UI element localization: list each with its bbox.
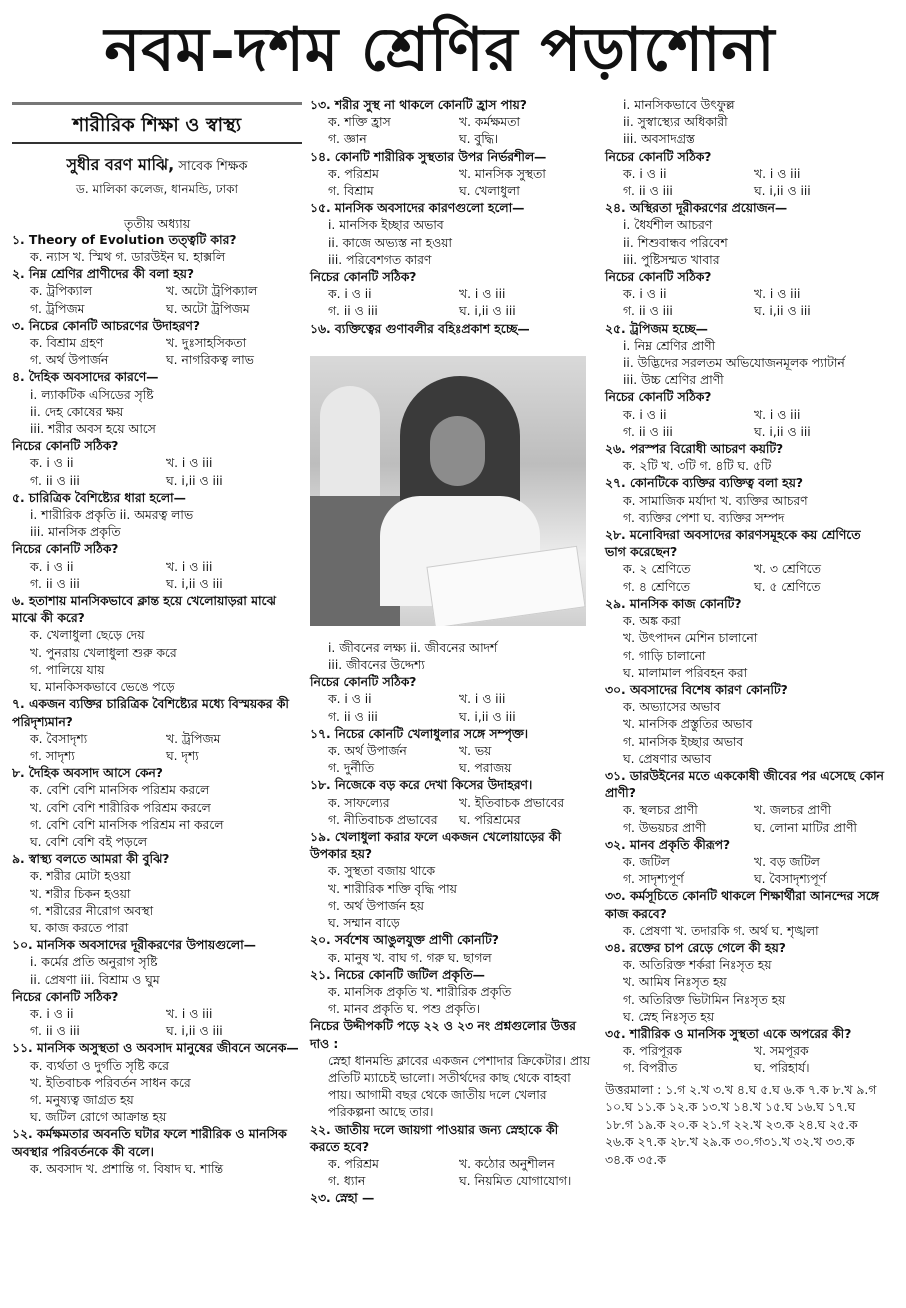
option-row (605, 579, 885, 596)
option-row (310, 166, 590, 183)
question-text: ২৭. কোনটিকে ব্যক্তির ব্যক্তিত্ব বলা হয়? (605, 476, 803, 491)
option-line: ii. উদ্ভিদের সরলতম অভিযোজনমূলক প্যাটার্ন (623, 356, 845, 371)
question-text: ৩০. অবসাদের বিশেষ কারণ কোনটি? (605, 682, 788, 697)
option-row (605, 1060, 885, 1077)
column-middle (310, 97, 590, 1208)
answer-key: উত্তরমালা : ১.গ ২.খ ৩.খ ৪.ঘ ৫.ঘ ৬.ক ৭.ক ৮.খ ৯.গ ১০.ঘ ১১.ক ১২.ক ১৩.খ ১৪.খ ১৫.ঘ ১৬.ঘ ১৭.ঘ ১৮.গ ১৯.ক ২০.ক ২১.গ ২২.খ ২৩.ক ২৪.ঘ ২৫.ক ২৬.ক ২৭.ক ২৮.খ ২৯.ক ৩০.গ৩১.খ ৩২.খ ৩৩.ক ৩৪.ক ৩৫.ক (605, 1082, 877, 1167)
question-text: ১৭. নিচের কোনটি খেলাধুলার সঙ্গে সম্পৃক্ত। (310, 726, 529, 741)
option-row (12, 559, 302, 576)
option-row (12, 1023, 302, 1040)
option-cell: গ. ii ও iii (328, 709, 378, 724)
option-line: iii. শরীর অবস হয়ে আসে (30, 422, 156, 437)
option-line: i. জীবনের লক্ষ্য ii. জীবনের আদর্শ (328, 640, 498, 655)
option-cell: ক. i ও ii (30, 1006, 74, 1021)
option-line: ক. খেলাধুলা ছেড়ে দেয় (30, 628, 145, 643)
option-line: খ. বেশি বেশি শারীরিক পরিশ্রম করলে (30, 800, 211, 815)
page-title: নবম-দশম শ্রেণির পড়াশোনা (104, 15, 776, 85)
option-line: ঘ. মানকিসকভাবে ভেঙে পড়ে (30, 680, 175, 695)
option-line: খ. উৎপাদন মেশিন চালানো (623, 631, 758, 646)
photo-student-face (430, 416, 485, 486)
option-line: ক. ন্যাস খ. স্মিথ গ. ডারউইন ঘ. হাক্সলি (30, 250, 225, 265)
option-cell: ঘ. দৃশ্য (166, 748, 199, 763)
option-cell: খ. সমপূরক (754, 1044, 809, 1059)
option-line: স্নেহা ধানমন্ডি ক্লাবের একজন পেশাদার ক্রিকেটার। প্রায় প্রতিটি ম্যাচেই ভালো। সতীর্থদের কাছ থেকে বাহবা পায়। আগামী বছর থেকে জাতীয় দলে খেলার পরিকল্পনা আছে তার। (328, 1053, 590, 1120)
author-role: সাবেক শিক্ষক (178, 159, 248, 175)
question-text: ৩২. মানব প্রকৃতি কীরূপ? (605, 837, 731, 852)
option-line: i. মানসিকভাবে উৎফুল্ল (623, 98, 735, 112)
option-cell: গ. ii ও iii (623, 304, 673, 319)
option-cell: ক. স্থলচর প্রাণী (623, 803, 698, 818)
option-cell: ক. পরিশ্রম (328, 166, 379, 181)
question-text: ৭. একজন ব্যক্তির চারিত্রিক বৈশিষ্ট্যের মধ্যে বিস্ময়কর কী পরিদৃশ্যমান? (12, 697, 289, 729)
option-row (605, 303, 885, 320)
option-line: i. ল্যাকটিক এসিডের সৃষ্টি (30, 387, 154, 402)
option-cell: খ. ভয় (459, 744, 492, 759)
option-row (605, 820, 885, 837)
option-cell: গ. ধ্যান (328, 1174, 366, 1189)
option-cell: ঘ. i,ii ও iii (754, 424, 811, 439)
option-row (605, 871, 885, 888)
option-row (605, 561, 885, 578)
sub-question-text: নিচের কোনটি সঠিক? (605, 149, 712, 164)
question-text: ১৪. কোনটি শারীরিক সুস্থতার উপর নির্ভরশীল— (310, 149, 547, 164)
question-list-right (605, 97, 885, 1078)
option-cell: ঘ. বুদ্ধি। (459, 132, 499, 147)
column-right (605, 97, 885, 1169)
option-line: গ. ব্যক্তির পেশা ঘ. ব্যক্তির সম্পদ (623, 510, 785, 525)
option-cell: গ. ii ও iii (30, 1024, 80, 1039)
sub-question-text: নিচের কোনটি সঠিক? (310, 270, 417, 285)
option-line: ঘ. মালামাল পরিবহন করা (623, 665, 748, 680)
option-line: গ. মনুষ্যত্ব জাগ্রত হয় (30, 1092, 134, 1107)
option-cell: ঘ. পরিশ্রমের (459, 812, 521, 827)
sub-question-text: নিচের কোনটি সঠিক? (605, 390, 712, 405)
option-line: ক. বেশি বেশি মানসিক পরিশ্রম করলে (30, 783, 210, 798)
option-line: ক. ২টি খ. ৩টি গ. ৪টি ঘ. ৫টি (623, 459, 772, 474)
option-cell: গ. ii ও iii (328, 304, 378, 319)
option-cell: গ. বিপরীত (623, 1061, 678, 1076)
option-cell: খ. মানসিক সুস্থতা (459, 166, 546, 181)
option-cell: ক. i ও ii (328, 287, 372, 302)
option-cell: ঘ. i,ii ও iii (459, 709, 516, 724)
option-row (12, 731, 302, 748)
option-line: খ. মানসিক প্রস্তুতির অভাব (623, 717, 753, 732)
question-text: ৩৫. শারীরিক ও মানসিক সুস্থতা একে অপরের কী? (605, 1026, 852, 1041)
question-text: ৩৩. কর্মসূচিতে কোনটি থাকলে শিক্ষার্থীরা আনন্দের সঙ্গে কাজ করবে? (605, 889, 879, 921)
option-cell: ঘ. বৈসাদৃশ্যপূর্ণ (754, 872, 827, 887)
author-institution: ড. মালিকা কলেজ, ধানমন্ডি, ঢাকা (75, 182, 238, 197)
student-exam-photo (310, 356, 586, 626)
option-cell: খ. বড় জটিল (754, 854, 820, 869)
option-line: খ. ইতিবাচক পরিবর্তন সাধন করে (30, 1075, 191, 1090)
option-line: গ. মানসিক ইচ্ছার অভাব (623, 734, 744, 749)
option-row (310, 760, 590, 777)
sub-question-text: নিচের কোনটি সঠিক? (605, 270, 712, 285)
option-line: iii. উচ্চ শ্রেণির প্রাণী (623, 373, 724, 388)
option-cell: গ. ii ও iii (30, 576, 80, 591)
option-line: ii. প্রেষণা iii. বিশ্রাম ও ঘুম (30, 972, 160, 987)
question-list-middle-bottom (310, 640, 590, 1208)
option-line: ক. অবসাদ খ. প্রশান্তি গ. বিষাদ ঘ. শান্তি (30, 1161, 223, 1176)
option-line: iii. জীবনের উদ্দেশ্য (328, 658, 425, 673)
author-line (12, 156, 302, 175)
option-row (605, 424, 885, 441)
option-cell: ক. ২ শ্রেণিতে (623, 562, 691, 577)
question-text: ৮. দৈহিক অবসাদ আসে কেন? (12, 766, 163, 781)
option-cell: ক. i ও ii (328, 692, 372, 707)
option-cell: ঘ. i,ii ও iii (754, 184, 811, 199)
photo-background-student (320, 386, 380, 496)
option-cell: খ. অটো ট্রপিক্যাল (166, 284, 258, 299)
option-cell: খ. i ও iii (754, 407, 801, 422)
option-cell: খ. ট্রপিজম (166, 731, 221, 746)
question-text: ১২. কর্মক্ষমতার অবনতি ঘটার ফলে শারীরিক ও মানসিক অবস্থার পরিবর্তনকে কী বলে। (12, 1127, 287, 1159)
option-row (310, 131, 590, 148)
option-row (310, 795, 590, 812)
question-text: ২. নিম্ন শ্রেণির প্রাণীদের কী বলা হয়? (12, 267, 195, 282)
option-cell: গ. ৪ শ্রেণিতে (623, 579, 690, 594)
option-line: গ. পালিয়ে যায় (30, 662, 105, 677)
question-text: ১০. মানসিক অবসাদের দূরীকরণের উপায়গুলো— (12, 938, 256, 953)
question-text: ৩. নিচের কোনটি আচরণের উদাহরণ? (12, 318, 200, 333)
option-cell: ক. সাফল্যের (328, 795, 390, 810)
option-cell: ক. i ও ii (623, 166, 667, 181)
option-row (12, 748, 302, 765)
option-row (310, 183, 590, 200)
option-cell: ঘ. অটো ট্রপিজম (166, 301, 250, 316)
question-text: ১৮. নিজেকে বড় করে দেখা কিসের উদাহরণ। (310, 778, 533, 793)
sub-question-text: নিচের কোনটি সঠিক? (12, 989, 119, 1004)
option-cell: ক. জটিল (623, 854, 670, 869)
question-text: ২৪. অস্থিরতা দূরীকরণের প্রয়োজন— (605, 201, 788, 216)
option-line: ঘ. প্রেষণার অভাব (623, 751, 712, 766)
option-cell: ঘ. নিয়মিত যোগাযোগ। (459, 1174, 572, 1189)
option-cell: ক. বিশ্রাম গ্রহণ (30, 336, 104, 351)
option-cell: গ. ট্রপিজম (30, 301, 85, 316)
option-cell: ঘ. i,ii ও iii (166, 473, 223, 488)
question-text: ২২. জাতীয় দলে জায়গা পাওয়ার জন্য স্নেহাকে কী করতে হবে? (310, 1122, 559, 1154)
option-cell: গ. জ্ঞান (328, 132, 367, 147)
option-cell: খ. কর্মক্ষমতা (459, 115, 520, 130)
question-text: ২৯. মানসিক কাজ কোনটি? (605, 596, 742, 611)
question-text: নিচের উদ্দীপকটি পড়ে ২২ ও ২৩ নং প্রশ্নগুলোর উত্তর দাও : (310, 1019, 576, 1051)
question-text: ১৫. মানসিক অবসাদের কারণগুলো হলো— (310, 201, 525, 216)
option-line: i. ধৈর্যশীল আচরণ (623, 218, 713, 233)
option-cell: ঘ. i,ii ও iii (166, 576, 223, 591)
option-cell: ক. বৈসাদৃশ্য (30, 731, 88, 746)
author-name: সুধীর বরণ মাঝি, (66, 155, 175, 175)
option-line: ii. শিশুবান্ধব পরিবেশ (623, 235, 728, 250)
option-row (12, 455, 302, 472)
option-row (605, 183, 885, 200)
option-line: গ. শরীরের নীরোগ অবস্থা (30, 903, 154, 918)
sub-question-text: নিচের কোনটি সঠিক? (12, 542, 119, 557)
option-cell: খ. ইতিবাচক প্রভাবের (459, 795, 565, 810)
question-text: ৬. হতাশায় মানসিকভাবে ক্লান্ত হয়ে খেলোয়াড়রা মাঝে মাঝে কী করে? (12, 594, 276, 626)
option-cell: গ. অর্থ উপার্জন (30, 353, 109, 368)
option-line: ক. প্রেষণা খ. তদারকি গ. অর্থ ঘ. শৃঙ্খলা (623, 923, 819, 938)
option-cell: খ. জলচর প্রাণী (754, 803, 832, 818)
option-row (310, 743, 590, 760)
option-cell: খ. i ও iii (459, 287, 506, 302)
question-text: ৯. স্বাস্থ্য বলতে আমরা কী বুঝি? (12, 852, 170, 867)
option-cell: ঘ. পরিহার্য। (754, 1061, 810, 1076)
question-text: ৩৪. রক্তের চাপ রেড়ে গেলে কী হয়? (605, 940, 786, 955)
option-cell: খ. i ও iii (754, 166, 801, 181)
option-line: খ. শারীরিক শক্তি বৃদ্ধি পায় (328, 881, 457, 896)
option-cell: গ. ii ও iii (30, 473, 80, 488)
column-left (12, 98, 302, 1178)
option-cell: ঘ. i,ii ও iii (754, 304, 811, 319)
option-line: খ. শরীর চিকন হওয়া (30, 886, 131, 901)
option-cell: ক. i ও ii (30, 559, 74, 574)
question-text: ২৩. স্নেহা — (310, 1191, 375, 1206)
option-cell: গ. উভয়চর প্রাণী (623, 820, 706, 835)
sub-question-text: নিচের কোনটি সঠিক? (12, 439, 119, 454)
option-row (310, 812, 590, 829)
option-cell: ঘ. খেলাধুলা (459, 184, 520, 199)
question-text: ১৯. খেলাধুলা করার ফলে একজন খেলোয়াড়ের কী উপকার হয়? (310, 830, 561, 862)
option-line: ক. ব্যর্থতা ও দুর্গতি সৃষ্টি করে (30, 1058, 169, 1073)
option-row (12, 352, 302, 369)
option-cell: খ. কঠোর অনুশীলন (459, 1156, 555, 1171)
option-row (310, 114, 590, 131)
option-cell: খ. ৩ শ্রেণিতে (754, 562, 821, 577)
option-line: i. নিম্ন শ্রেণির প্রাণী (623, 338, 716, 353)
option-line: iii. পরিবেশগত কারণ (328, 252, 432, 267)
option-row (12, 576, 302, 593)
option-line: ক. সুস্থতা বজায় থাকে (328, 864, 436, 879)
option-cell: খ. দুঃসাহসিকতা (166, 336, 247, 351)
option-cell: ক. i ও ii (30, 456, 74, 471)
option-row (310, 1156, 590, 1173)
option-cell: গ. ii ও iii (623, 184, 673, 199)
option-cell: গ. সাদৃশ্যপূর্ণ (623, 872, 684, 887)
option-row (310, 303, 590, 320)
option-cell: খ. i ও iii (754, 287, 801, 302)
option-line: গ. অর্থ উপার্জন হয় (328, 898, 424, 913)
option-line: ক. শরীর মোটা হওয়া (30, 869, 131, 884)
question-text: ১৩. শরীর সুস্থ না থাকলে কোনটি হ্রাস পায়? (310, 98, 527, 112)
question-text: ১. Theory of Evolution তত্ত্বটি কার? (12, 232, 237, 247)
option-row (310, 286, 590, 303)
question-text: ১৬. ব্যক্তিত্বের গুণাবলীর বহিঃপ্রকাশ হচ্ছে— (310, 321, 530, 336)
option-cell: ক. পরিশ্রম (328, 1156, 379, 1171)
option-line: ক. মানুষ খ. বাঘ গ. গরু ঘ. ছাগল (328, 950, 492, 965)
option-row (12, 1006, 302, 1023)
option-cell: ক. পরিপূরক (623, 1044, 682, 1059)
option-row (605, 1043, 885, 1060)
option-cell: ঘ. নাগরিকত্ব লাভ (166, 353, 254, 368)
option-cell: ক. অর্থ উপার্জন (328, 744, 407, 759)
option-cell: ঘ. i,ii ও iii (166, 1024, 223, 1039)
option-row (605, 854, 885, 871)
option-row (310, 691, 590, 708)
option-line: ক. মানসিক প্রকৃতি খ. শারীরিক প্রকৃতি (328, 984, 512, 999)
option-cell: ক. i ও ii (623, 287, 667, 302)
option-cell: ঘ. লোনা মাটির প্রাণী (754, 820, 857, 835)
option-line: খ. আমিষ নিঃসৃত হয় (623, 975, 727, 990)
question-text: ২১. নিচের কোনটি জটিল প্রকৃতি— (310, 967, 485, 982)
question-text: ১১. মানসিক অসুস্থতা ও অবসাদ মানুষের জীবনে অনেক— (12, 1041, 299, 1056)
option-line: iii. পুষ্টিসম্মত খাবার (623, 252, 720, 267)
option-cell: ক. ট্রপিক্যাল (30, 284, 92, 299)
question-text: ২৮. মনোবিদরা অবসাদের কারণসমূহকে কয় শ্রেণিতে ভাগ করেছেন? (605, 528, 861, 560)
option-cell: খ. i ও iii (459, 692, 506, 707)
option-cell: ঘ. ৫ শ্রেণিতে (754, 579, 821, 594)
option-cell: গ. নীতিবাচক প্রভাবের (328, 812, 438, 827)
question-text: ৪. দৈহিক অবসাদের কারণে— (12, 370, 159, 385)
option-line: i. কর্মের প্রতি অনুরাগ সৃষ্টি (30, 955, 158, 970)
option-line: i. মানসিক ইচ্ছার অভাব (328, 218, 444, 233)
option-cell: ক. i ও ii (623, 407, 667, 422)
option-cell: গ. ii ও iii (623, 424, 673, 439)
option-line: ক. সামাজিক মর্যাদা খ. ব্যক্তির আচরণ (623, 493, 808, 508)
option-line: গ. গাড়ি চালানো (623, 648, 706, 663)
question-list-middle-top (310, 97, 590, 338)
chapter-heading: তৃতীয় অধ্যায় (123, 215, 191, 231)
question-text: ৫. চারিত্রিক বৈশিষ্ট্যের ধারা হলো— (12, 490, 186, 505)
option-row (605, 407, 885, 424)
question-text: ২০. সর্বশেষ আঙুলযুক্ত প্রাণী কোনটি? (310, 933, 499, 948)
option-row (605, 802, 885, 819)
option-cell: গ. বিশ্রাম (328, 184, 374, 199)
option-line: গ. অতিরিক্ত ভিটামিন নিঃসৃত হয় (623, 992, 786, 1007)
option-line: i. শারীরিক প্রকৃতি ii. অমরত্ব লাভ (30, 508, 194, 523)
option-line: iii. মানসিক প্রকৃতি (30, 525, 121, 540)
option-line: ক. অঙ্ক করা (623, 614, 681, 629)
option-line: গ. মানব প্রকৃতি ঘ. পশু প্রকৃতি। (328, 1002, 480, 1017)
option-line: ক. অতিরিক্ত শর্করা নিঃসৃত হয় (623, 958, 772, 973)
option-line: ii. কাজে অভ্যস্ত না হওয়া (328, 235, 452, 250)
option-row (605, 166, 885, 183)
question-text: ২৫. ট্রপিজম হচ্ছে— (605, 321, 708, 336)
question-list-left (12, 232, 302, 1178)
option-line: ii. সুস্বাস্থ্যের অধিকারী (623, 115, 728, 130)
option-line: ii. দেহ কোষের ক্ষয় (30, 404, 124, 419)
option-cell: ঘ. i,ii ও iii (459, 304, 516, 319)
option-cell: খ. i ও iii (166, 559, 213, 574)
option-line: ঘ. জটিল রোগে আক্রান্ত হয় (30, 1110, 167, 1125)
option-line: ঘ. সম্মান বাড়ে (328, 916, 400, 931)
option-row (605, 286, 885, 303)
sub-question-text: নিচের কোনটি সঠিক? (310, 675, 417, 690)
question-text: ৩১. ডারউইনের মতে এককোষী জীবের পর এসেছে কোন প্রাণী? (605, 768, 884, 801)
option-cell: ঘ. পরাজয় (459, 761, 512, 776)
option-cell: খ. i ও iii (166, 1006, 213, 1021)
option-cell: খ. i ও iii (166, 456, 213, 471)
option-cell: ক. শক্তি হ্রাস (328, 115, 391, 130)
option-line: গ. বেশি বেশি মানসিক পরিশ্রম না করলে (30, 817, 224, 832)
option-line: ঘ. বেশি বেশি বই পড়লে (30, 834, 147, 849)
option-row (12, 301, 302, 318)
question-text: ২৬. পরস্পর বিরোধী আচরণ কয়টি? (605, 442, 784, 457)
option-row (310, 709, 590, 726)
option-row (12, 335, 302, 352)
option-cell: গ. দুর্নীতি (328, 761, 374, 776)
option-cell: গ. সাদৃশ্য (30, 748, 75, 763)
option-line: ঘ. কাজ করতে পারা (30, 920, 129, 935)
option-row (310, 1173, 590, 1190)
option-line: ক. অভ্যাসের অভাব (623, 700, 721, 715)
section-heading: শারীরিক শিক্ষা ও স্বাস্থ্য (12, 102, 302, 144)
option-row (12, 283, 302, 300)
option-line: খ. পুনরায় খেলাধুলা শুরু করে (30, 645, 177, 660)
option-line: ঘ. স্নেহ নিঃসৃত হয় (623, 1009, 714, 1024)
option-line: iii. অবসাদগ্রস্ত (623, 132, 695, 147)
option-row (12, 473, 302, 490)
